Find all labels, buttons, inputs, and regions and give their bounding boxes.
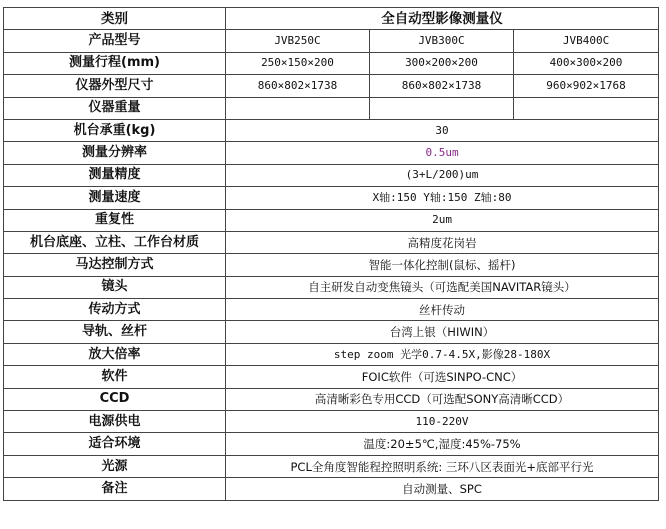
table-row xyxy=(4,164,659,186)
table-row xyxy=(4,343,659,365)
row-label: 马达控制方式 xyxy=(4,254,226,276)
table-row xyxy=(4,276,659,298)
row-label: 机台承重(kg) xyxy=(4,119,226,141)
table-header-row xyxy=(4,8,659,30)
row-label: 软件 xyxy=(4,366,226,388)
row-value: 丝杆传动 xyxy=(226,299,659,321)
row-label: 电源供电 xyxy=(4,411,226,433)
row-value: PCL全角度智能程控照明系统: 三环八区表面光+底部平行光 xyxy=(226,455,659,477)
table-row xyxy=(4,75,659,97)
table-row xyxy=(4,478,659,500)
weight-cell xyxy=(226,97,370,119)
spec-table xyxy=(3,7,659,501)
row-value: (3+L/200)um xyxy=(226,164,659,186)
model-cell: JVB250C xyxy=(226,30,370,52)
table-row xyxy=(4,299,659,321)
row-value: 30 xyxy=(226,119,659,141)
table-row xyxy=(4,433,659,455)
table-row xyxy=(4,119,659,141)
row-value: 110-220V xyxy=(226,411,659,433)
row-value: 温度:20±5℃,湿度:45%-75% xyxy=(226,433,659,455)
table-row xyxy=(4,388,659,410)
row-label: 传动方式 xyxy=(4,299,226,321)
product-title: 全自动型影像测量仪 xyxy=(226,8,659,30)
row-label: 测量速度 xyxy=(4,187,226,209)
row-label: 光源 xyxy=(4,455,226,477)
table-row xyxy=(4,231,659,253)
row-label: 导轨、丝杆 xyxy=(4,321,226,343)
table-row xyxy=(4,455,659,477)
row-label: 放大倍率 xyxy=(4,343,226,365)
row-value: 高精度花岗岩 xyxy=(226,231,659,253)
row-value: 自动测量、SPC xyxy=(226,478,659,500)
table-row xyxy=(4,52,659,74)
weight-cell xyxy=(514,97,659,119)
category-header: 类别 xyxy=(4,8,226,30)
row-value: 台湾上银（HIWIN） xyxy=(226,321,659,343)
row-label: 重复性 xyxy=(4,209,226,231)
resolution-value: 0.5um xyxy=(226,142,659,164)
table-row xyxy=(4,209,659,231)
row-label: 测量精度 xyxy=(4,164,226,186)
row-label: 镜头 xyxy=(4,276,226,298)
row-value: step zoom 光学0.7-4.5X,影像28-180X xyxy=(226,343,659,365)
row-value: 高清晰彩色专用CCD（可选配SONY高清晰CCD） xyxy=(226,388,659,410)
row-label: 备注 xyxy=(4,478,226,500)
row-value: FOIC软件（可选SINPO-CNC） xyxy=(226,366,659,388)
row-label: 机台底座、立柱、工作台材质 xyxy=(4,231,226,253)
travel-cell: 300×200×200 xyxy=(370,52,514,74)
row-label: 测量分辨率 xyxy=(4,142,226,164)
row-label: 仪器外型尺寸 xyxy=(4,75,226,97)
table-row xyxy=(4,97,659,119)
row-label: CCD xyxy=(4,388,226,410)
table-row xyxy=(4,30,659,52)
row-label: 适合环境 xyxy=(4,433,226,455)
dimension-cell: 860×802×1738 xyxy=(226,75,370,97)
row-label: 仪器重量 xyxy=(4,97,226,119)
row-value: 智能一体化控制(鼠标、摇杆) xyxy=(226,254,659,276)
weight-cell xyxy=(370,97,514,119)
model-cell: JVB400C xyxy=(514,30,659,52)
row-label: 产品型号 xyxy=(4,30,226,52)
travel-cell: 400×300×200 xyxy=(514,52,659,74)
row-value: 自主研发自动变焦镜头（可选配美国NAVITAR镜头） xyxy=(226,276,659,298)
dimension-cell: 860×802×1738 xyxy=(370,75,514,97)
table-row xyxy=(4,321,659,343)
travel-cell: 250×150×200 xyxy=(226,52,370,74)
table-row xyxy=(4,254,659,276)
row-value: 2um xyxy=(226,209,659,231)
table-row xyxy=(4,187,659,209)
table-row xyxy=(4,411,659,433)
table-row xyxy=(4,142,659,164)
model-cell: JVB300C xyxy=(370,30,514,52)
row-value: X轴:150 Y轴:150 Z轴:80 xyxy=(226,187,659,209)
row-label: 测量行程(mm) xyxy=(4,52,226,74)
table-row xyxy=(4,366,659,388)
dimension-cell: 960×902×1768 xyxy=(514,75,659,97)
